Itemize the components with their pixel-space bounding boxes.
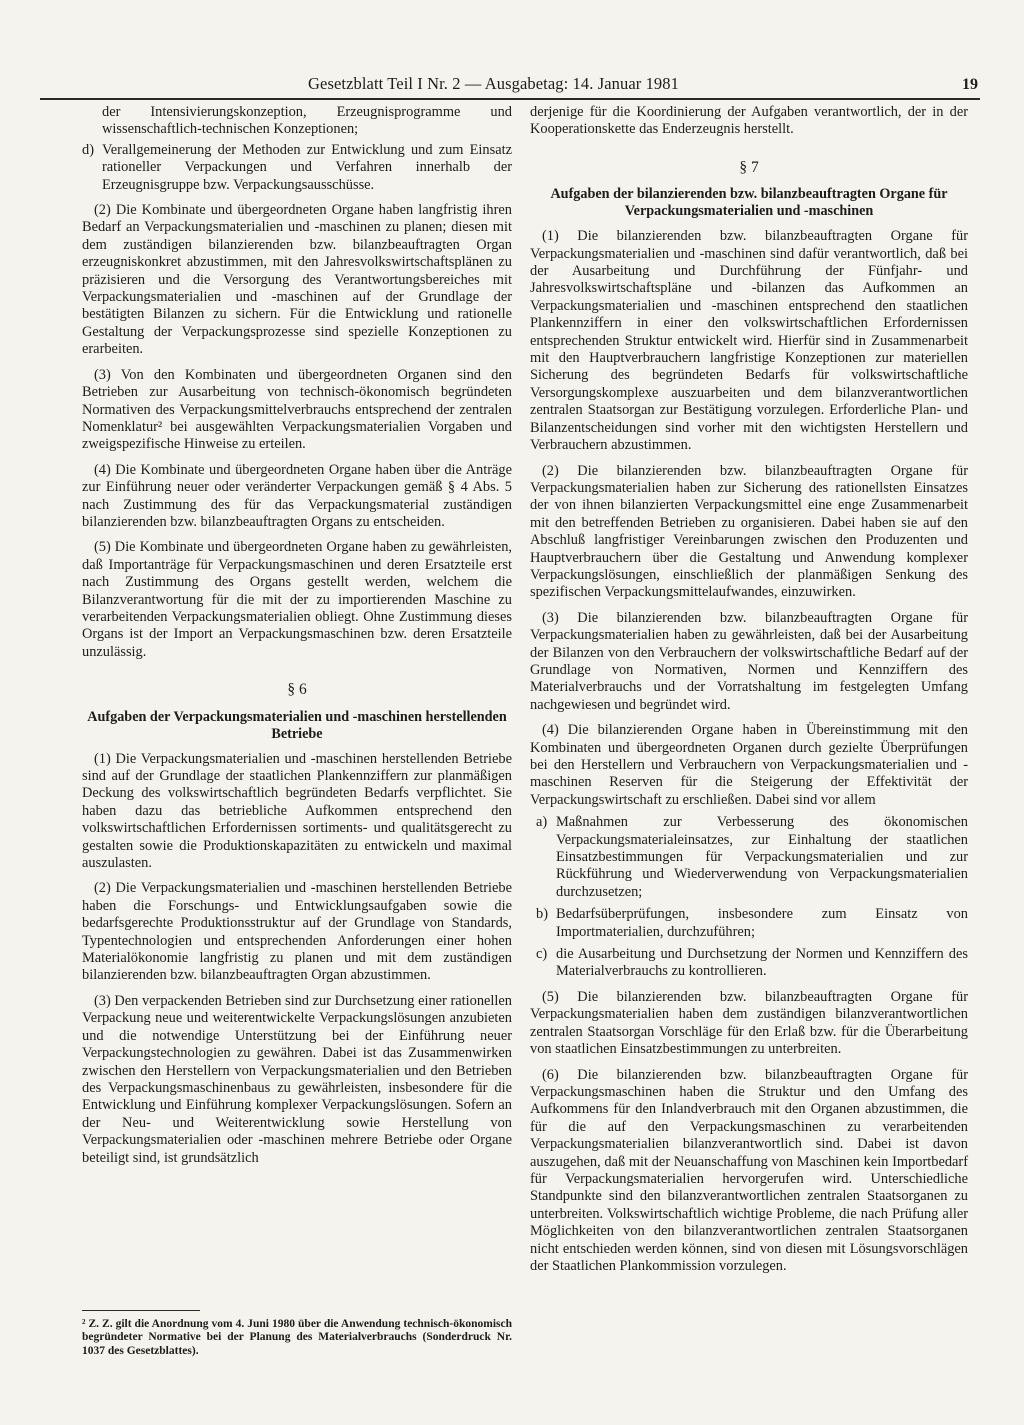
list-text: Verallgemeinerung der Methoden zur Entwicklung und zum Einsatz rationeller Verpackungen und Verfahren innerhalb der Erzeugnisgruppe bzw. Verpackungsausschüsse.: [102, 141, 512, 193]
section-7-paragraph-3: (3) Die bilanzierenden bzw. bilanzbeauftragten Organe für Verpackungsmaterialien haben zu gewährleisten, daß bei der Ausarbeitung der Bilanzen von den Verbrauchern der volkswirtschaftliche Bedarf auf der Grundlage von Normativen, Normen und Kennziffern des Materialverbrauchs und der Vorratshaltung im festgelegten Umfang nachgewiesen und begründet wird.: [530, 609, 968, 713]
list-item-c-continuation: der Intensivierungskonzeption, Erzeugnisprogramme und wissenschaftlich-technischen Konzeptionen;: [102, 104, 512, 138]
paragraph-3: (3) Von den Kombinaten und übergeordneten Organen sind den Betrieben zur Ausarbeitung von technisch-ökonomisch begründeten Normativen des Verpackungsmittelverbrauchs entsprechend der zentralen Nomenklatur² bei ausgewählten Verpackungsmaterialien Vorgaben und zweigspezifische Hinweise zu erteilen.: [82, 366, 512, 453]
paragraph-4: (4) Die Kombinate und übergeordneten Organe haben über die Anträge zur Einführung neuer oder veränderter Verpackungen gemäß § 4 Abs. 5 nach Zustimmung des für das Verpackungsmaterial zuständigen bilanzierenden bzw. bilanzbeauftragten Organs zu entscheiden.: [82, 461, 512, 530]
section-7-title: Aufgaben der bilanzierenden bzw. bilanzbeauftragten Organe für Verpackungsmaterialien und -maschinen: [550, 186, 948, 220]
list-label: b): [536, 906, 548, 923]
section-7-paragraph-4-list: [530, 814, 968, 981]
section-7-paragraph-1: (1) Die bilanzierenden bzw. bilanzbeauftragten Organe für Verpackungsmaterialien und -maschinen sind dafür verantwortlich, daß bei der Ausarbeitung und Durchführung der Fünfjahr- und Jahresvolkswirtschaftspläne und -bilanzen das Aufkommen an Verpackungsmaterialien und -maschinen entsprechend den staatlichen Plankennziffern in einer den volkswirtschaftlichen Erfordernissen entsprechenden Struktur entwickelt wird. Hierfür sind in Zusammenarbeit mit den Hauptverbrauchern langfristige Konzeptionen zur materiellen Sicherung des begründeten Bedarfs für volkswirtschaftliche Versorgungskomplexe auszuarbeiten und dem bilanzverantwortlichen zentralen Staatsorgan zur Bestätigung vorzulegen. Erforderliche Plan- und Bilanzentscheidungen sind vorher mit den wichtigsten Herstellern und Verbrauchern abzustimmen.: [530, 228, 968, 454]
section-7-paragraph-2: (2) Die bilanzierenden bzw. bilanzbeauftragten Organe für Verpackungsmaterialien haben zur Sicherung des rationellsten Einsatzes der von ihnen bilanzierten Verpackungsmittel eine enge Zusammenarbeit mit den betreffenden Betrieben zu organisieren. Dabei haben sie auf den Abschluß langfristiger Vereinbarungen zwischen den Produzenten und Hauptverbrauchern über die Gestaltung und Anwendung komplexer Verpackungslösungen, einschließlich der planmäßigen Senkung des spezifischen Verpackungsmittelaufwandes, einzuwirken.: [530, 462, 968, 601]
section-6-paragraph-1: (1) Die Verpackungsmaterialien und -maschinen herstellenden Betriebe sind auf der Grundlage der staatlichen Plankennziffern zur planmäßigen Deckung des volkswirtschaftlich begründeten Bedarfs verpflichtet. Sie haben dazu das betriebliche Aufkommen entsprechend den volkswirtschaftlichen Erfordernissen sortiments- und qualitätsgerecht zu gestalten sowie die Produktionskapazitäten zu entwickeln und maximal auszulasten.: [82, 750, 512, 872]
section-6-number: § 6: [287, 681, 307, 699]
list-text: Bedarfsüberprüfungen, insbesondere zum Einsatz von Importmaterialien, durchzuführen;: [556, 906, 968, 940]
page-header: [40, 72, 980, 100]
header-title: Gesetzblatt Teil I Nr. 2 — Ausgabetag: 14. Januar 1981: [308, 74, 679, 93]
section-7-paragraph-6: (6) Die bilanzierenden bzw. bilanzbeauftragten Organe für Verpackungsmaschinen haben die Struktur und den Umfang des Aufkommens für den Inlandverbrauch mit den Organen abzustimmen, die für die auf den Verpackungsmaschinen zu verarbeitenden Verpackungsmaterialien bilanzverantwortlich sind. Dabei ist davon auszugehen, daß mit der Neuanschaffung von Maschinen kein Importbedarf für Verpackungsmaterialien hervorgerufen wird. Unterschiedliche Standpunkte sind den bilanzverantwortlichen zentralen Staatsorganen zu unterbreiten. Volkswirtschaftlich wichtige Probleme, die nach Prüfung aller Möglichkeiten von den bilanzverantwortlichen zentralen Staatsorganen nicht entschieden werden können, sind von diesen mit Lösungsvorschlägen der Staatlichen Plankommission vorzulegen.: [530, 1066, 968, 1274]
list-item-a: [530, 814, 968, 901]
list-item-b: [530, 906, 968, 941]
list-text: Maßnahmen zur Verbesserung des ökonomischen Verpackungsmaterialeinsatzes, zur Einhaltung der staatlichen Einsatzbestimmungen für Verpackungsmaterialien und zur Rückführung und Wiederverwendung von Verpackungsmaterialien durchzusetzen;: [556, 814, 968, 900]
list-label: a): [536, 814, 548, 831]
list-label: c): [536, 946, 548, 963]
section-7-paragraph-5: (5) Die bilanzierenden bzw. bilanzbeauftragten Organe für Verpackungsmaterialien haben dem zuständigen bilanzverantwortlichen zentralen Staatsorgan Vorschläge für den Erlaß bzw. für die Überarbeitung von staatlichen Einsatzbestimmungen zu unterbreiten.: [530, 988, 968, 1058]
paragraph-5: (5) Die Kombinate und übergeordneten Organe haben zu gewährleisten, daß Importanträge für Verpackungsmaschinen und deren Ersatzteile erst nach Zustimmung des Organs gestellt werden, welchem die Bilanzverantwortung für die mit der zu importierenden Maschine zu verarbeitenden Verpackungsmaterialien obliegt. Ohne Zustimmung dieses Organs ist der Import an Verpackungsmaschinen bzw. deren Ersatzteile unzulässig.: [82, 539, 512, 660]
footnote-divider: [82, 1310, 200, 1311]
footnote: ² Z. Z. gilt die Anordnung vom 4. Juni 1980 über die Anwendung technisch-ökonomisch begründeter Normative bei der Planung des Materialverbrauchs (Sonderdruck Nr. 1037 des Gesetzblattes).: [82, 1318, 512, 1357]
list-text: die Ausarbeitung und Durchsetzung der Normen und Kennziffern des Materialverbrauchs zu kontrollieren.: [556, 946, 968, 980]
list-item-c: [530, 946, 968, 981]
section-7-paragraph-4: (4) Die bilanzierenden Organe haben in Übereinstimmung mit den Kombinaten und übergeordneten Organen durch gezielte Überprüfungen bei den Herstellern und Verbrauchern von Verpackungsmaterialien und -maschinen Reserven für die Steigerung der Effektivität der Verpackungswirtschaft zu erschließen. Dabei sind vor allem: [530, 722, 968, 808]
page-number: 19: [962, 76, 978, 93]
section-6-paragraph-3: (3) Den verpackenden Betrieben sind zur Durchsetzung einer rationellen Verpackung neue und weiterentwickelte Verpackungslösungen anzubieten und die notwendige Unterstützung bei der Einführung neuer Verpackungstechnologien zu gewähren. Dabei ist das Zusammenwirken zwischen den Herstellern von Verpackungsmaterialien und den Betrieben des Verpackungsmaschinenbaus zu gewährleisten, insbesondere für die Entwicklung und Einführung komplexer Verpackungslösungen. Sofern an der Neu- und Weiterentwicklung sowie Herstellung von Verpackungsmaterialien oder -maschinen mehrere Betriebe oder Organe beteiligt sind, ist grundsätzlich: [82, 992, 512, 1166]
list-item-d: [82, 142, 512, 194]
paragraph-2: (2) Die Kombinate und übergeordneten Organe haben langfristig ihren Bedarf an Verpackungsmaterialien und -maschinen zu planen; diesen mit dem zuständigen bilanzierenden bzw. bilanzbeauftragten Organ erzeugniskonkret abzustimmen, mit den Jahresvolkswirtschaftsplänen zu präzisieren und die Versorgung des Verantwortungsbereiches mit Verpackungsmaterialien und -maschinen auf der Grundlage der bestätigten Bilanzen zu sichern. Für die Entwicklung und rationelle Gestaltung der Verpackungsprozesse sind spezielle Konzeptionen zu erarbeiten.: [82, 202, 512, 358]
left-column: [82, 104, 512, 1167]
section-6-paragraph-2: (2) Die Verpackungsmaterialien und -maschinen herstellenden Betriebe haben die Forschungs- und Entwicklungsaufgaben sowie die bedarfsgerechte Produktionsstruktur auf der Grundlage von Standards, Typentechnologien und entsprechenden Anforderungen einer hohen Materialökonomie langfristig zu planen und mit dem zuständigen bilanzierenden bzw. bilanzbeauftragten Organ abzustimmen.: [82, 880, 512, 984]
right-column: [530, 104, 968, 1275]
section-6-continuation: derjenige für die Koordinierung der Aufgaben verantwortlich, der in der Kooperationskette das Enderzeugnis herstellt.: [530, 104, 968, 138]
list-label: d): [82, 141, 94, 158]
section-6-title: Aufgaben der Verpackungsmaterialien und -maschinen herstellenden Betriebe: [87, 708, 507, 742]
section-7-number: § 7: [739, 158, 759, 176]
